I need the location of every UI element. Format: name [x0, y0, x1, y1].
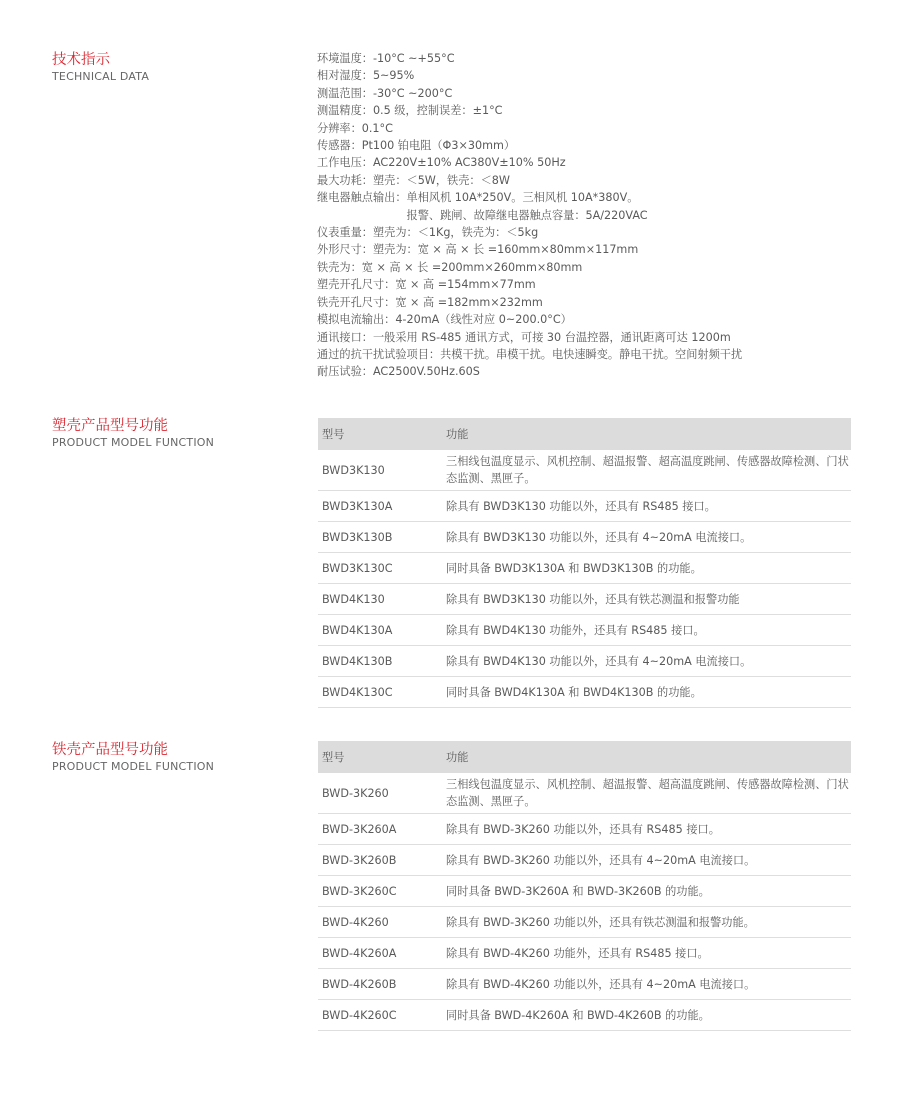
- plastic-title-zh: 塑壳产品型号功能: [52, 418, 168, 434]
- spec-line: 耐压试验：AC2500V.50Hz.60S: [317, 365, 480, 379]
- iron-section-heading: [52, 741, 214, 775]
- spec-line: 分辨率：0.1°C: [317, 121, 393, 135]
- model-cell: BWD3K130: [318, 450, 442, 491]
- spec-line: 环境温度：-10°C ~+55°C: [317, 52, 455, 65]
- model-cell: BWD3K130B: [318, 522, 442, 553]
- table-row: [318, 969, 851, 1000]
- model-cell: BWD3K130A: [318, 491, 442, 522]
- column-header-model: 型号: [318, 741, 442, 773]
- function-cell: 同时具备 BWD-3K260A 和 BWD-3K260B 的功能。: [442, 876, 851, 907]
- table-row: [318, 677, 851, 708]
- function-cell: 除具有 BWD-3K260 功能以外，还具有铁芯测温和报警功能。: [442, 907, 851, 938]
- table-row: [318, 450, 851, 491]
- spec-line: 测温范围：-30°C ~200°C: [317, 86, 453, 100]
- iron-title-en: PRODUCT MODEL FUNCTION: [52, 760, 215, 773]
- column-header-model: 型号: [318, 418, 442, 450]
- model-cell: BWD4K130: [318, 584, 442, 615]
- table-row: [318, 522, 851, 553]
- model-cell: BWD4K130C: [318, 677, 442, 708]
- plastic-section-heading: [52, 417, 214, 451]
- model-cell: BWD-4K260C: [318, 1000, 442, 1031]
- spec-line: 最大功耗：塑壳：＜5W，铁壳：＜8W: [317, 173, 510, 187]
- table-header-row: [318, 741, 851, 773]
- model-cell: BWD3K130C: [318, 553, 442, 584]
- model-cell: BWD-4K260B: [318, 969, 442, 1000]
- function-cell: 除具有 BWD-3K260 功能以外，还具有 RS485 接口。: [442, 814, 851, 845]
- iron-title-zh: 铁壳产品型号功能: [52, 742, 168, 758]
- function-cell: 除具有 BWD3K130 功能以外，还具有 4~20mA 电流接口。: [442, 522, 851, 553]
- table-row: [318, 773, 851, 814]
- model-cell: BWD-3K260B: [318, 845, 442, 876]
- spec-line: 继电器触点输出：单相风机 10A*250V。三相风机 10A*380V。: [317, 191, 639, 205]
- model-cell: BWD-4K260: [318, 907, 442, 938]
- function-cell: 除具有 BWD3K130 功能以外，还具有铁芯测温和报警功能: [442, 584, 851, 615]
- function-cell: 除具有 BWD-3K260 功能以外，还具有 4~20mA 电流接口。: [442, 845, 851, 876]
- tech-section-heading: [52, 51, 149, 85]
- model-cell: BWD-3K260: [318, 773, 442, 814]
- spec-line: 通过的抗干扰试验项目：共模干扰。串模干扰。电快速瞬变。静电干扰。空间射频干扰: [317, 347, 743, 361]
- model-cell: BWD-3K260C: [318, 876, 442, 907]
- function-cell: 同时具备 BWD3K130A 和 BWD3K130B 的功能。: [442, 553, 851, 584]
- model-cell: BWD-4K260A: [318, 938, 442, 969]
- table-row: [318, 907, 851, 938]
- table-row: [318, 876, 851, 907]
- spec-line: 工作电压：AC220V±10% AC380V±10% 50Hz: [317, 156, 566, 170]
- function-cell: 三相线包温度显示、风机控制、超温报警、超高温度跳闸、传感器故障检测、门状态监测、黑匣子。: [442, 773, 851, 814]
- function-cell: 除具有 BWD3K130 功能以外，还具有 RS485 接口。: [442, 491, 851, 522]
- table-row: [318, 584, 851, 615]
- function-cell: 除具有 BWD4K130 功能外，还具有 RS485 接口。: [442, 615, 851, 646]
- table-row: [318, 845, 851, 876]
- function-cell: 除具有 BWD4K130 功能以外，还具有 4~20mA 电流接口。: [442, 646, 851, 677]
- table-row: [318, 1000, 851, 1031]
- model-cell: BWD4K130B: [318, 646, 442, 677]
- spec-line: 传感器：Pt100 铂电阻（Φ3×30mm）: [317, 139, 516, 153]
- table-header-row: [318, 418, 851, 450]
- spec-line: 铁壳开孔尺寸：宽 × 高 =182mm×232mm: [317, 295, 543, 309]
- spec-line: 铁壳为：宽 × 高 × 长 =200mm×260mm×80mm: [317, 260, 583, 274]
- table-row: [318, 814, 851, 845]
- iron-model-table: [318, 741, 851, 1031]
- table-row: [318, 615, 851, 646]
- function-cell: 同时具备 BWD-4K260A 和 BWD-4K260B 的功能。: [442, 1000, 851, 1031]
- table-row: [318, 553, 851, 584]
- table-row: [318, 646, 851, 677]
- plastic-model-table: [318, 418, 851, 708]
- model-cell: BWD4K130A: [318, 615, 442, 646]
- function-cell: 三相线包温度显示、风机控制、超温报警、超高温度跳闸、传感器故障检测、门状态监测、黑匣子。: [442, 450, 851, 491]
- model-cell: BWD-3K260A: [318, 814, 442, 845]
- spec-line: 相对湿度：5~95%: [317, 69, 415, 83]
- spec-line: 通讯接口：一般采用 RS-485 通讯方式，可接 30 台温控器，通讯距离可达 1200m: [317, 330, 731, 344]
- table-row: [318, 938, 851, 969]
- spec-line: 塑壳开孔尺寸：宽 × 高 =154mm×77mm: [317, 278, 536, 292]
- spec-line: 外形尺寸：塑壳为：宽 × 高 × 长 =160mm×80mm×117mm: [317, 243, 639, 257]
- function-cell: 同时具备 BWD4K130A 和 BWD4K130B 的功能。: [442, 677, 851, 708]
- tech-title-zh: 技术指示: [52, 52, 110, 68]
- table-row: [318, 491, 851, 522]
- spec-line: 仪表重量：塑壳为：＜1Kg，铁壳为：＜5kg: [317, 226, 539, 240]
- column-header-function: 功能: [442, 741, 851, 773]
- tech-title-en: TECHNICAL DATA: [52, 70, 150, 83]
- plastic-title-en: PRODUCT MODEL FUNCTION: [52, 436, 215, 449]
- function-cell: 除具有 BWD-4K260 功能外，还具有 RS485 接口。: [442, 938, 851, 969]
- spec-line: 测温精度：0.5 级，控制误差：±1°C: [317, 104, 503, 118]
- spec-line: 模拟电流输出：4-20mA（线性对应 0~200.0°C）: [317, 313, 572, 327]
- column-header-function: 功能: [442, 418, 851, 450]
- tech-spec-list: [317, 50, 877, 381]
- spec-line: 报警、跳闸、故障继电器触点容量：5A/220VAC: [317, 208, 648, 222]
- function-cell: 除具有 BWD-4K260 功能以外，还具有 4~20mA 电流接口。: [442, 969, 851, 1000]
